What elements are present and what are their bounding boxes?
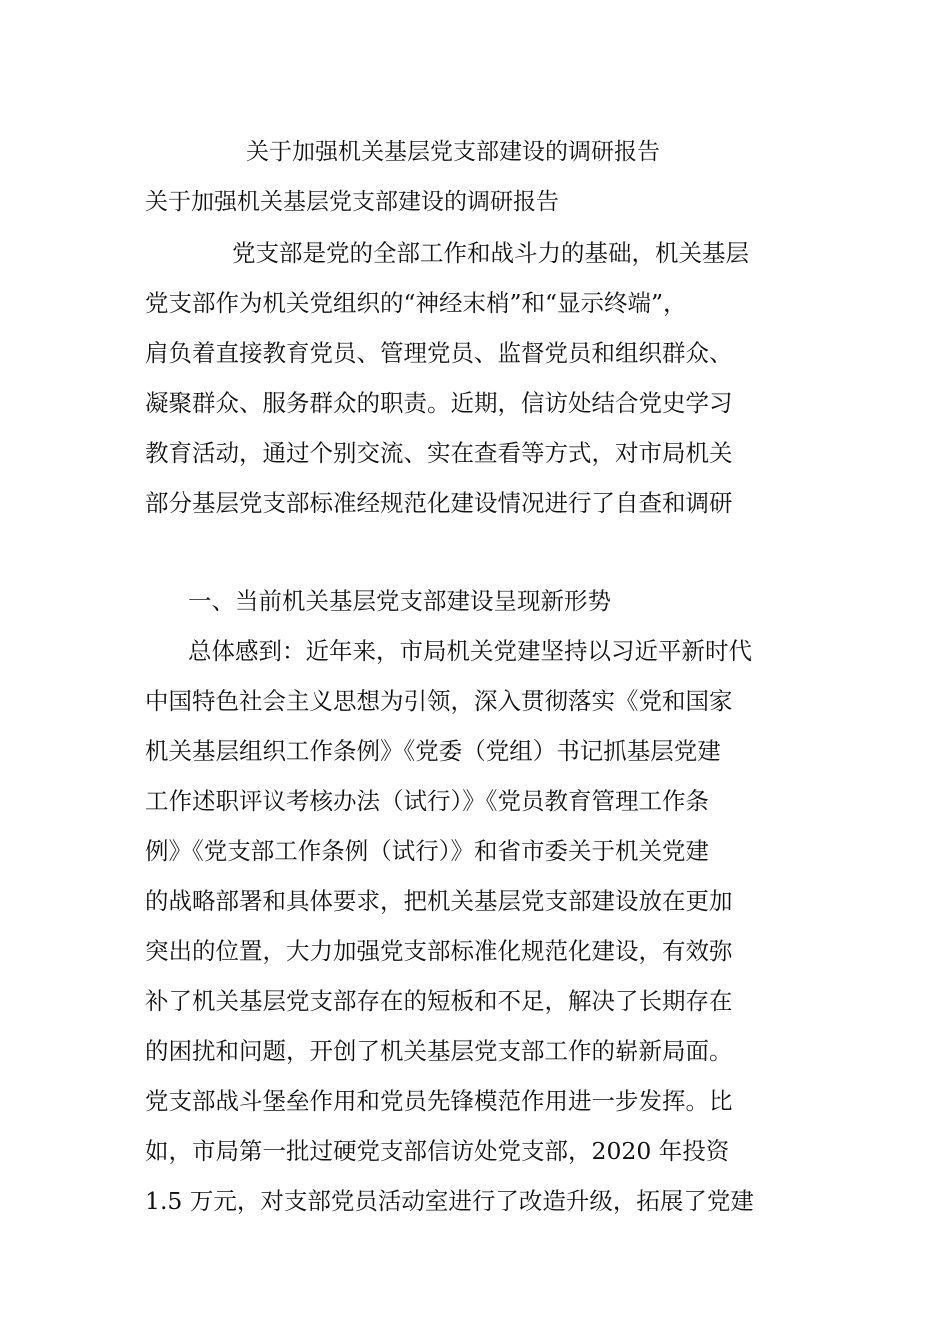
- body-line: 补了机关基层党支部存在的短板和不足，解决了长期存在: [145, 987, 733, 1015]
- body-line: 党支部战斗堡垒作用和党员先锋模范作用进一步发挥。比: [145, 1087, 733, 1115]
- intro-line: 党支部作为机关党组织的“神经末梢”和“显示终端”，: [145, 289, 687, 317]
- body-line: 1.5 万元，对支部党员活动室进行了改造升级，拓展了党建: [145, 1187, 754, 1215]
- intro-line: 党支部是党的全部工作和战斗力的基础，机关基层: [232, 239, 749, 267]
- intro-line: 肩负着直接教育党员、管理党员、监督党员和组织群众、: [145, 339, 733, 367]
- body-line: 的困扰和问题，开创了机关基层党支部工作的崭新局面。: [145, 1037, 733, 1065]
- body-line: 如，市局第一批过硬党支部信访处党支部，2020 年投资: [145, 1137, 730, 1165]
- document-title: 关于加强机关基层党支部建设的调研报告: [246, 139, 660, 165]
- intro-line: 教育活动，通过个别交流、实在查看等方式，对市局机关: [145, 439, 733, 467]
- document-subtitle: 关于加强机关基层党支部建设的调研报告: [145, 189, 559, 215]
- intro-line: 凝聚群众、服务群众的职责。近期，信访处结合党史学习: [145, 389, 733, 417]
- body-line: 例》《党支部工作条例（试行）》和省市委关于机关党建: [145, 837, 709, 865]
- body-line: 中国特色社会主义思想为引领，深入贯彻落实《党和国家: [145, 687, 733, 715]
- body-line: 突出的位置，大力加强党支部标准化规范化建设，有效弥: [145, 937, 733, 965]
- body-line: 机关基层组织工作条例》《党委（党组）书记抓基层党建: [145, 737, 721, 765]
- section-heading: 一、当前机关基层党支部建设呈现新形势: [188, 587, 611, 615]
- intro-line: 部分基层党支部标准经规范化建设情况进行了自查和调研: [145, 489, 733, 517]
- body-line: 总体感到：近年来，市局机关党建坚持以习近平新时代: [188, 637, 752, 665]
- body-line: 工作述职评议考核办法（试行）》《党员教育管理工作条: [145, 787, 709, 815]
- body-line: 的战略部署和具体要求，把机关基层党支部建设放在更加: [145, 887, 733, 915]
